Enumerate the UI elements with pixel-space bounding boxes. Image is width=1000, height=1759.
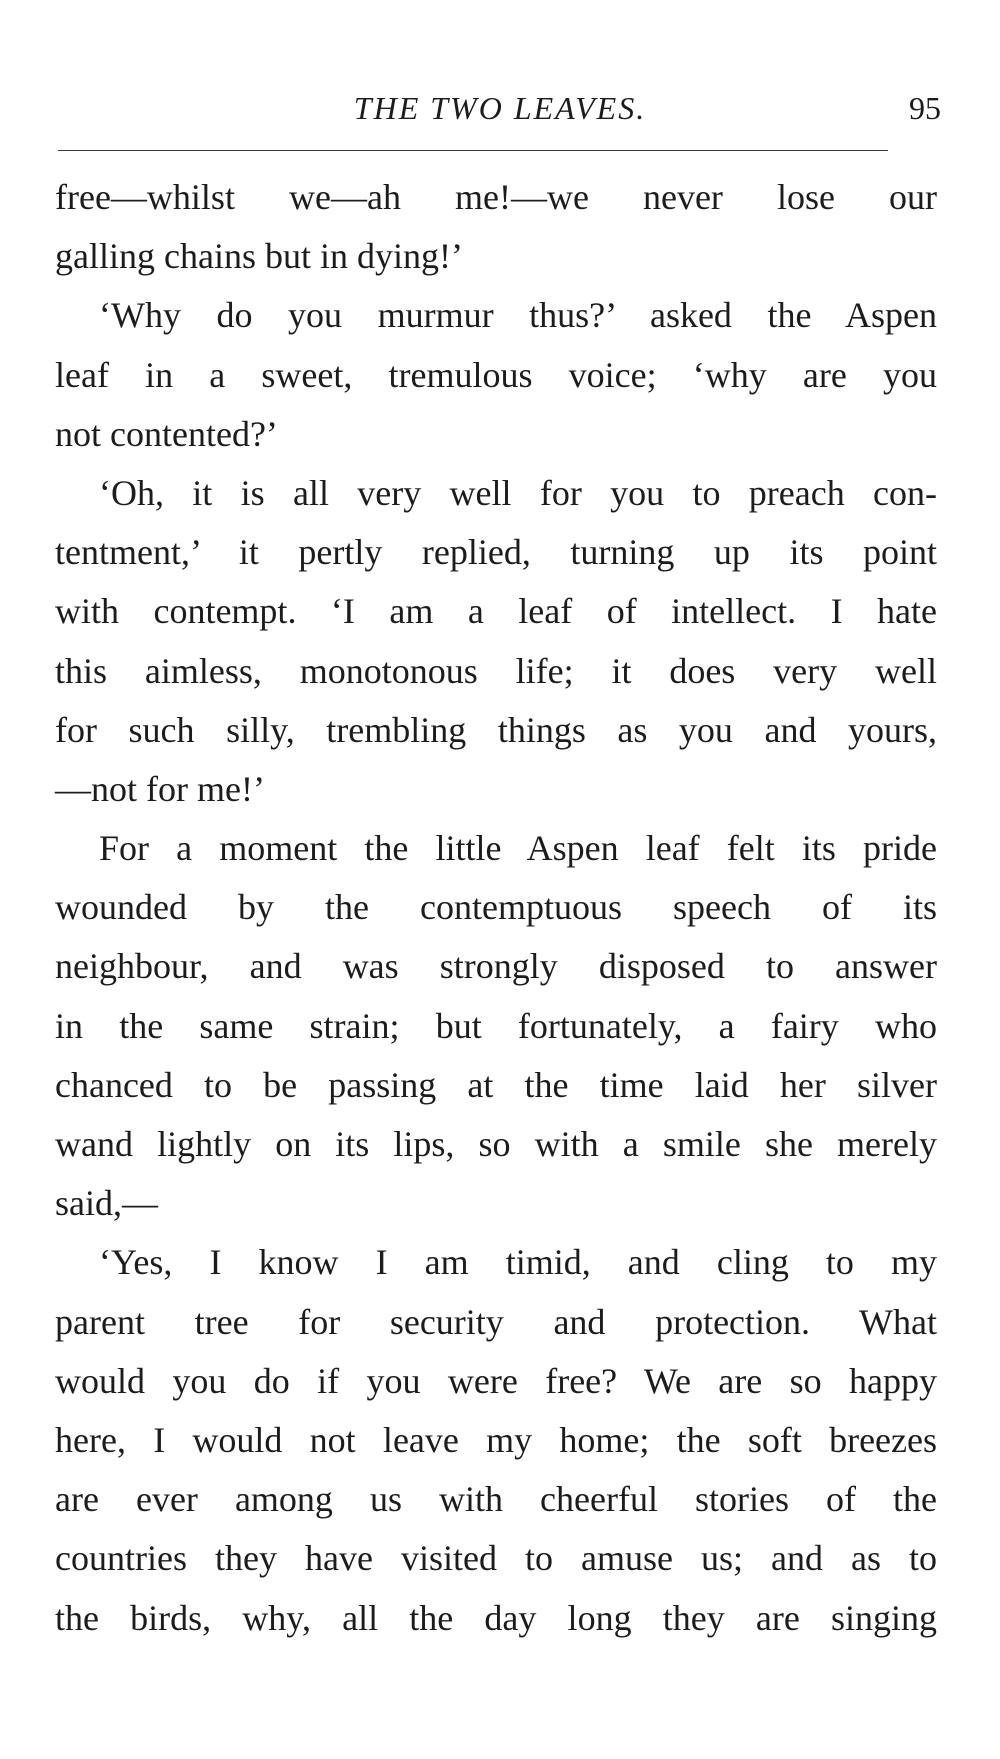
text-line: parent tree for security and protection. What bbox=[55, 1301, 937, 1342]
text-line: ‘Oh, it is all very well for you to preach con- bbox=[99, 472, 937, 513]
paragraph-4 bbox=[55, 819, 937, 1233]
text-line: not contented?’ bbox=[55, 413, 278, 454]
page-number: 95 bbox=[909, 90, 941, 126]
text-line: ‘Yes, I know I am timid, and cling to my bbox=[99, 1242, 937, 1283]
paragraph-1 bbox=[55, 168, 937, 286]
text-line: here, I would not leave my home; the soft breezes bbox=[55, 1419, 937, 1460]
text-line: said,— bbox=[55, 1183, 158, 1224]
text-line: neighbour, and was strongly disposed to answer bbox=[55, 946, 937, 987]
text-line: in the same strain; but fortunately, a fairy who bbox=[55, 1005, 937, 1046]
text-line: are ever among us with cheerful stories of the bbox=[55, 1479, 937, 1520]
text-line: wand lightly on its lips, so with a smile she merely bbox=[55, 1124, 937, 1164]
text-line: ‘Why do you murmur thus?’ asked the Aspen bbox=[99, 295, 937, 336]
running-title: THE TWO LEAVES. bbox=[353, 90, 647, 126]
paragraph-3 bbox=[55, 464, 937, 819]
text-line: this aimless, monotonous life; it does very well bbox=[55, 650, 937, 691]
body-text bbox=[55, 168, 937, 1648]
text-line: chanced to be passing at the time laid her silver bbox=[55, 1064, 937, 1105]
text-line: with contempt. ‘I am a leaf of intellect. I hate bbox=[55, 591, 937, 632]
text-line: countries they have visited to amuse us; and as to bbox=[55, 1538, 937, 1579]
text-line: galling chains but in dying!’ bbox=[55, 236, 463, 277]
text-line: For a moment the little Aspen leaf felt its pride bbox=[99, 828, 937, 869]
paragraph-5 bbox=[55, 1233, 937, 1647]
text-line: leaf in a sweet, tremulous voice; ‘why are you bbox=[55, 354, 937, 395]
text-line: for such silly, trembling things as you and yours, bbox=[55, 709, 937, 750]
text-line: tentment,’ it pertly replied, turning up its point bbox=[55, 532, 937, 573]
text-line: —not for me!’ bbox=[55, 768, 265, 809]
text-line: the birds, why, all the day long they are singing bbox=[55, 1597, 937, 1638]
paragraph-2 bbox=[55, 286, 937, 464]
text-line: would you do if you were free? We are so happy bbox=[55, 1360, 937, 1401]
text-line: free—whilst we—ah me!—we never lose our bbox=[55, 177, 937, 217]
running-head bbox=[55, 88, 945, 138]
text-line: wounded by the contemptuous speech of its bbox=[55, 887, 937, 928]
header-rule bbox=[58, 150, 888, 151]
